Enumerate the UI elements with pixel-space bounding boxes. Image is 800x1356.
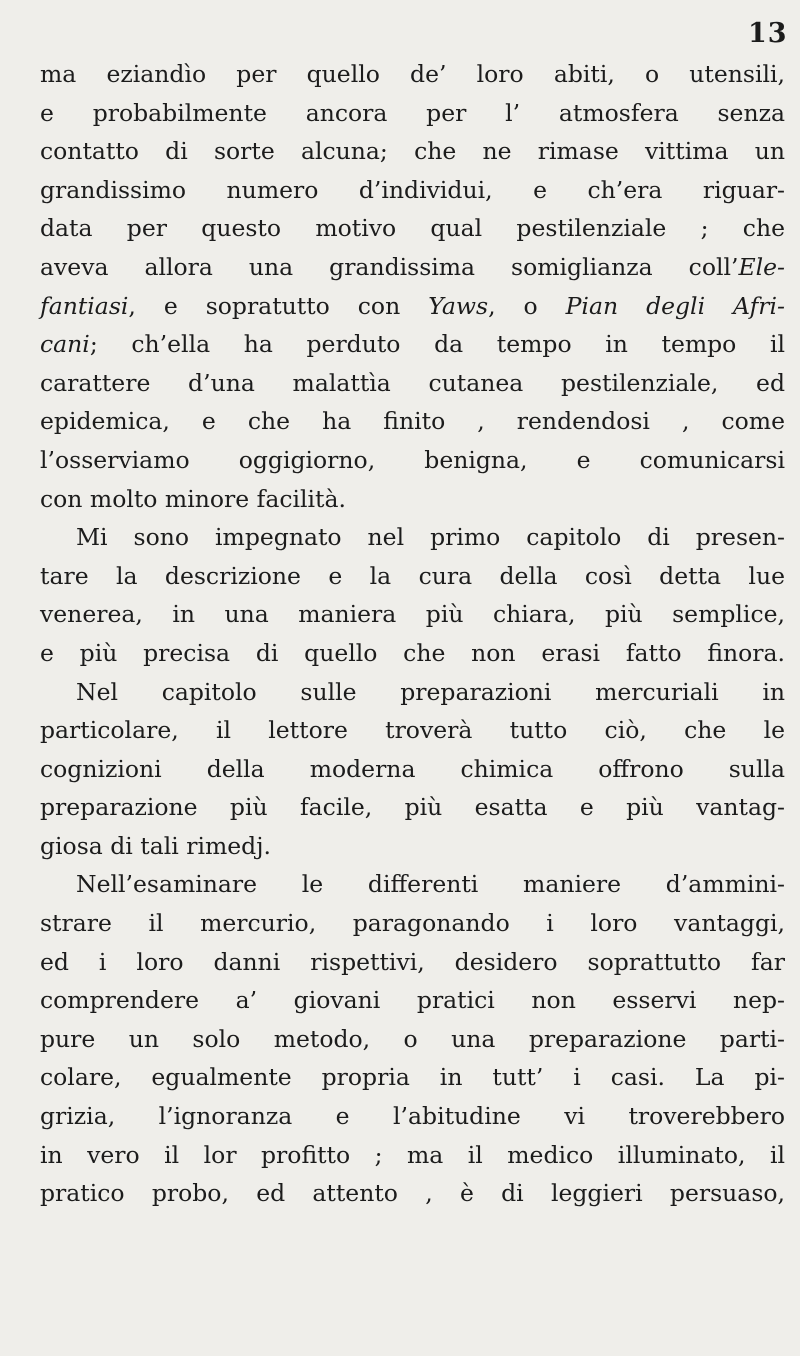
text-run: con molto minore facilità.	[40, 484, 346, 513]
text-line	[40, 1174, 785, 1213]
text-run: aveva allora una grandissima somiglianza coll’	[40, 252, 739, 281]
italic-text: Pian degli Afri-	[565, 291, 786, 320]
text-run: ; ch’ella ha perduto da tempo in tempo il	[89, 330, 785, 359]
text-line	[40, 171, 785, 210]
text-run: l’osserviamo oggigiorno, benigna, e comunicarsi	[40, 445, 785, 474]
text-run: e probabilmente ancora per l’ atmosfera senza	[40, 98, 785, 127]
body-text	[40, 55, 785, 1213]
text-run: Nel capitolo sulle preparazioni mercuriali in	[76, 677, 785, 706]
text-run: strare il mercurio, paragonando i loro vantaggi,	[40, 909, 785, 938]
text-run: e più precisa di quello che non erasi fatto finora.	[40, 638, 785, 667]
text-run: contatto di sorte alcuna; che ne rimase vittima un	[40, 137, 785, 166]
text-run: giosa di tali rimedj.	[40, 831, 271, 860]
text-run: data per questo motivo qual pestilenziale ; che	[40, 214, 785, 243]
text-run: Nell’esaminare le differenti maniere d’ammini-	[76, 870, 785, 899]
text-line	[40, 595, 785, 634]
text-line	[40, 634, 785, 673]
text-run: grandissimo numero d’individui, e ch’era riguar-	[40, 175, 785, 204]
text-line	[40, 441, 785, 480]
text-run: cognizioni della moderna chimica offrono sulla	[40, 754, 785, 783]
text-line	[40, 94, 785, 133]
text-line	[40, 557, 785, 596]
text-line	[40, 1136, 785, 1175]
text-run: , o	[488, 291, 566, 320]
text-line	[40, 287, 785, 326]
text-line	[40, 480, 785, 519]
text-line	[40, 1020, 785, 1059]
text-line	[40, 943, 785, 982]
text-run: pure un solo metodo, o una preparazione parti-	[40, 1024, 785, 1053]
text-run: ma eziandìo per quello de’ loro abiti, o utensili,	[40, 60, 785, 88]
text-line	[40, 711, 785, 750]
text-run: colare, egualmente propria in tutt’ i casi. La pi-	[40, 1063, 785, 1092]
text-line	[40, 981, 785, 1020]
text-run: , e sopratutto con	[128, 291, 429, 320]
text-line	[40, 325, 785, 364]
text-line	[40, 865, 785, 904]
italic-text: Yaws	[428, 291, 489, 320]
text-line	[40, 750, 785, 789]
text-run: ed i loro danni rispettivi, desidero soprattutto far	[40, 947, 785, 976]
text-line	[40, 209, 785, 248]
italic-text: cani	[40, 330, 90, 359]
text-line	[40, 904, 785, 943]
text-line	[40, 788, 785, 827]
text-run: comprendere a’ giovani pratici non esservi nep-	[40, 986, 785, 1015]
text-run: particolare, il lettore troverà tutto ciò, che le	[40, 716, 785, 745]
text-run: carattere d’una malattìa cutanea pestilenziale, ed	[40, 368, 785, 397]
text-run: grizia, l’ignoranza e l’abitudine vi troverebbero	[40, 1102, 785, 1131]
page-number: 13	[748, 18, 788, 49]
text-run: Mi sono impegnato nel primo capitolo di presen-	[76, 523, 785, 552]
text-line	[40, 55, 785, 94]
text-line	[40, 1097, 785, 1136]
text-run: preparazione più facile, più esatta e più vantag-	[40, 793, 785, 822]
text-run: in vero il lor profitto ; ma il medico illuminato, il	[40, 1140, 785, 1169]
italic-text: Ele-	[738, 252, 785, 281]
text-line	[40, 673, 785, 712]
text-line	[40, 364, 785, 403]
text-line	[40, 827, 785, 866]
text-run: venerea, in una maniera più chiara, più semplice,	[40, 600, 785, 629]
text-line	[40, 132, 785, 171]
text-line	[40, 518, 785, 557]
text-run: pratico probo, ed attento , è di leggieri persuaso,	[40, 1179, 785, 1208]
text-run: tare la descrizione e la cura della così detta lue	[40, 561, 785, 590]
italic-text: fantiasi	[40, 291, 129, 320]
text-run: epidemica, e che ha finito , rendendosi , come	[40, 407, 785, 436]
text-line	[40, 1058, 785, 1097]
text-line	[40, 248, 785, 287]
text-line	[40, 402, 785, 441]
